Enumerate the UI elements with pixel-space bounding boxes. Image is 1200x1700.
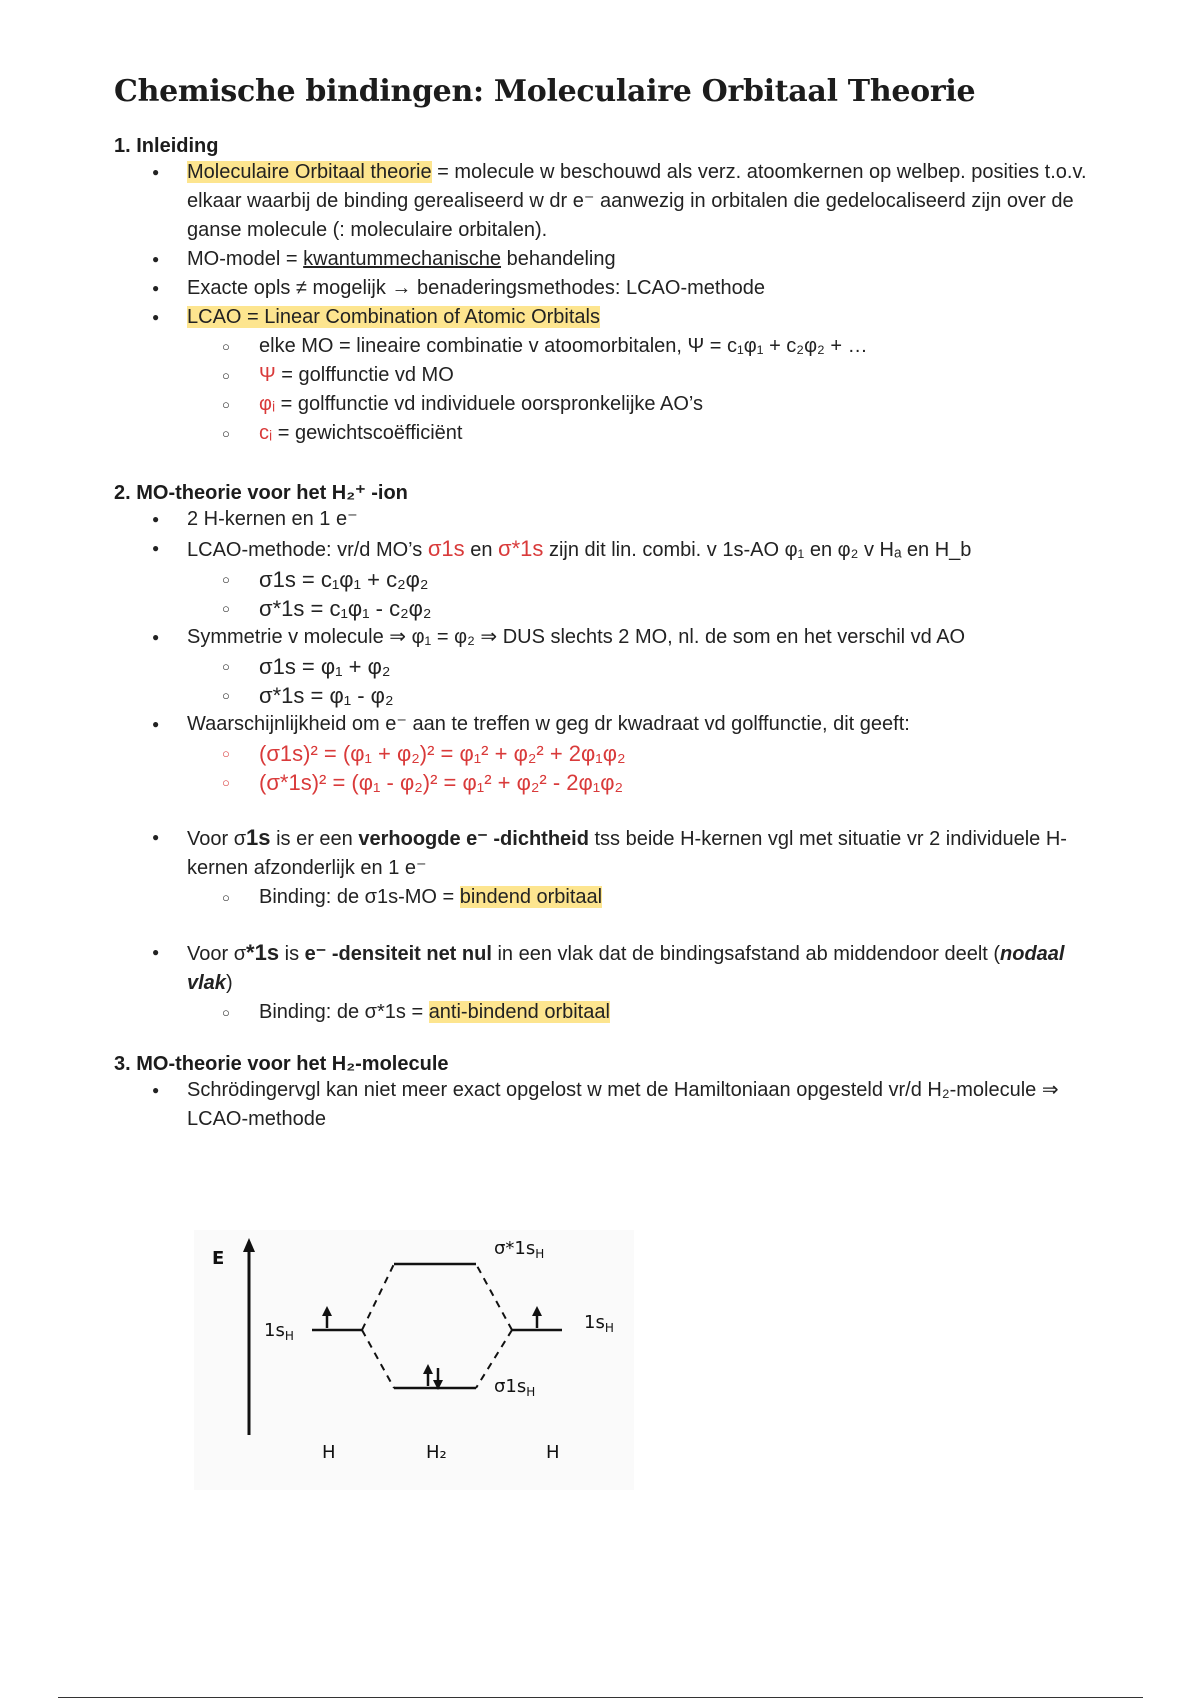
highlight-text: bindend orbitaal	[459, 886, 603, 908]
list-item: ● Schrödingervgl kan niet meer exact opgelost w met de Hamiltoniaan opgesteld vr/d H₂-molecule ⇒ LCAO-methode	[114, 1076, 1094, 1134]
section-heading: 3. MO-theorie voor het H₂-molecule	[114, 1053, 449, 1075]
sub-list-item	[114, 390, 1094, 419]
bold-text: e⁻ -densiteit net nul	[304, 943, 492, 965]
section-heading: 2. MO-theorie voor het H₂⁺ -ion	[114, 482, 408, 504]
sub-list-item: ○ σ*1s = c₁φ₁ - c₂φ₂	[114, 594, 1094, 623]
mo-energy-diagram	[194, 1230, 634, 1490]
page-title: Chemische bindingen: Moleculaire Orbitaal Theorie	[114, 74, 976, 109]
x-label-mid: H₂	[426, 1442, 447, 1463]
section-inleiding	[114, 135, 1094, 448]
section-h2-ion	[114, 480, 1094, 1027]
text: LCAO-methode: vr/d MO’s	[187, 539, 428, 561]
sub-list-item	[114, 883, 1094, 912]
bold-text: *1s	[246, 940, 280, 965]
text: = golffunctie vd MO	[275, 364, 454, 386]
list-item	[114, 710, 1094, 797]
list-item	[114, 623, 1094, 710]
text: in een vlak dat de bindingsafstand ab middendoor deelt (	[491, 943, 1001, 965]
list-item	[114, 938, 1094, 1027]
sub-list-item: ○ σ1s = c₁φ₁ + c₂φ₂	[114, 565, 1094, 594]
text: Voor σ	[187, 828, 247, 850]
text: = gewichtscoëfficiënt	[272, 422, 463, 444]
x-label-left: H	[322, 1442, 336, 1463]
text: Binding: de σ*1s =	[259, 1001, 429, 1023]
text: Binding: de σ1s-MO =	[259, 886, 460, 908]
list-item	[114, 158, 1094, 245]
italic-bold-text: nodaal vlak	[187, 943, 1065, 994]
sub-list-item: ○ elke MO = lineaire combinatie v atoomorbitalen, Ψ = c₁φ₁ + c₂φ₂ + …	[114, 332, 1094, 361]
sub-list-item: ○ (σ*1s)² = (φ₁ - φ₂)² = φ₁² + φ₂² - 2φ₁φ₂	[114, 768, 1094, 797]
diagram-background	[194, 1230, 634, 1490]
bold-text: 1s	[246, 825, 271, 850]
symbol: σ1s	[427, 536, 465, 561]
sub-list-item	[114, 998, 1094, 1027]
highlight-text: Moleculaire Orbitaal theorie	[187, 161, 432, 183]
text: is er een	[270, 828, 359, 850]
sub-list-item: ○ (σ1s)² = (φ₁ + φ₂)² = φ₁² + φ₂² + 2φ₁φ₂	[114, 739, 1094, 768]
highlight-text: anti-bindend orbitaal	[428, 1001, 610, 1023]
bold-text: verhoogde e⁻ -dichtheid	[358, 828, 589, 850]
list-item: ● 2 H-kernen en 1 e⁻	[114, 505, 1094, 534]
antibonding-mo-label: $\sigma*1s_H$	[494, 1238, 545, 1261]
text: en	[464, 539, 499, 561]
list-item	[114, 245, 1094, 274]
symbol: cᵢ	[259, 422, 273, 444]
list-item: ● Exacte opls ≠ mogelijk → benaderingsmethodes: LCAO-methode	[114, 274, 1094, 303]
sub-list-item	[114, 361, 1094, 390]
x-label-right: H	[546, 1442, 560, 1463]
text: Symmetrie v molecule ⇒ φ₁ = φ₂ ⇒ DUS slechts 2 MO, nl. de som en het verschil vd AO	[187, 626, 966, 648]
section-heading: 1. Inleiding	[114, 135, 219, 157]
highlight-text: LCAO = Linear Combination of Atomic Orbitals	[187, 306, 600, 328]
text: = golffunctie vd individuele oorspronkelijke AO’s	[275, 393, 703, 415]
text: = molecule w beschouwd als verz. atoomkernen op welbep. posities t.o.v. elkaar waarbij de binding gerealiseerd w dr e⁻ aanwezig in orbitalen die gedelocaliseerd zijn over de ganse molecule (: moleculaire orbitalen).	[187, 161, 1087, 241]
page-bottom-rule	[58, 1697, 1143, 1698]
mo-diagram-svg	[194, 1230, 634, 1490]
sub-list-item	[114, 419, 1094, 448]
left-ao-label: $1s_H$	[264, 1320, 294, 1343]
list-item	[114, 823, 1094, 912]
sub-list-item: ○ σ1s = φ₁ + φ₂	[114, 652, 1094, 681]
document-page	[114, 74, 1094, 1134]
symbol: Ψ	[259, 364, 276, 386]
bonding-mo-label: $\sigma 1s_H$	[494, 1376, 536, 1399]
underlined-text: kwantummechanische	[303, 248, 502, 270]
text: behandeling	[501, 248, 616, 270]
list-item	[114, 303, 1094, 448]
right-ao-label: $1s_H$	[584, 1312, 614, 1335]
section-h2-molecule	[114, 1053, 1094, 1134]
symbol: σ*1s	[498, 536, 544, 561]
text: zijn dit lin. combi. v 1s-AO φ₁ en φ₂ v Hₐ en H_b	[543, 539, 972, 561]
text: )	[225, 972, 233, 994]
list-item	[114, 534, 1094, 623]
text: Waarschijnlijkheid om e⁻ aan te treffen w geg dr kwadraat vd golffunctie, dit geeft:	[187, 713, 910, 735]
symbol: φᵢ	[259, 393, 276, 415]
sub-list-item: ○ σ*1s = φ₁ - φ₂	[114, 681, 1094, 710]
energy-label: E	[212, 1248, 225, 1269]
text: Voor σ	[187, 943, 247, 965]
text: MO-model =	[187, 248, 304, 270]
text: is	[279, 943, 305, 965]
text: tss beide H-kernen vgl met situatie vr 2 individuele H-kernen afzonderlijk en 1 e⁻	[187, 828, 1067, 879]
